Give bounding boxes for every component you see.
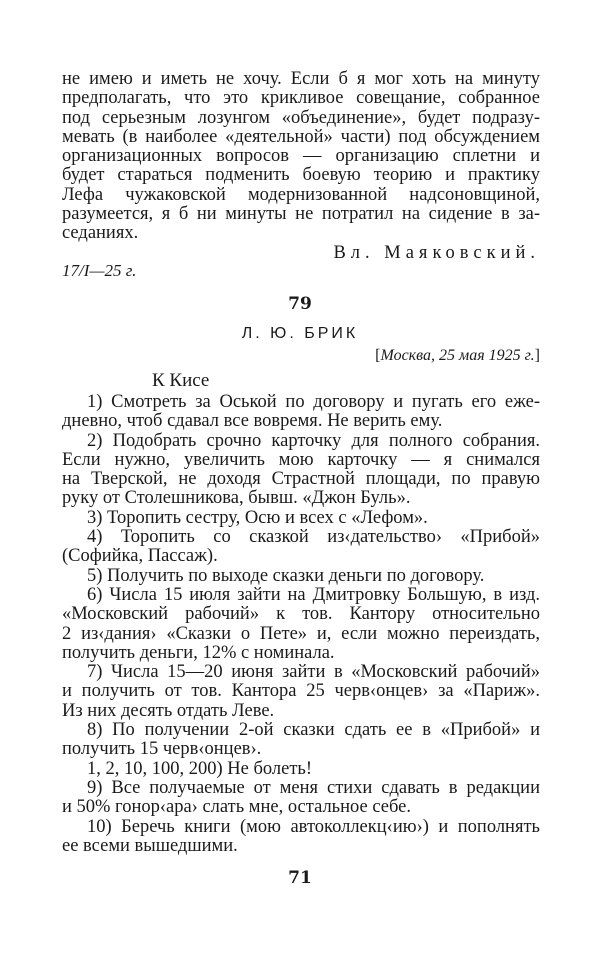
text-line: 1, 2, 10, 100, 200) Не болеть! bbox=[87, 758, 313, 779]
text-line: Если нужно, увеличить мою карточку — я снимался bbox=[62, 449, 540, 470]
text-line: 2) Подобрать срочно карточку для полного собрания. bbox=[87, 430, 540, 451]
text-line: 5) Получить по выходе сказки деньги по договору. bbox=[87, 565, 485, 586]
text-line: 9) Все получаемые от меня стихи сдавать в редакции bbox=[87, 777, 540, 798]
text-line: 1) Смотреть за Оськой по договору и пугать его еже- bbox=[87, 392, 540, 412]
list-item bbox=[62, 509, 540, 528]
text-line: мевать (в наиболее «деятельной» части) под обсуждением bbox=[62, 126, 540, 147]
list-item bbox=[62, 721, 540, 760]
text-line: 8) По получении 2-ой сказки сдать ее в «Прибой» и bbox=[87, 720, 540, 741]
letter-date: 17/I—25 г. bbox=[62, 261, 137, 280]
list-item bbox=[62, 663, 540, 721]
text-line: 6) Числа 15 июля зайти на Дмитровку Большую, в изд. bbox=[87, 584, 540, 605]
salutation: К Кисе bbox=[152, 370, 210, 391]
list-item bbox=[62, 779, 540, 818]
text-line: разумеется, я б ни минуты не потратил на сидение в за- bbox=[62, 204, 540, 225]
text-line: «Московский рабочий» к тов. Кантору относительно bbox=[62, 604, 540, 625]
text-line: седаниях. bbox=[62, 223, 139, 244]
text-line: получить 15 черв‹онцев›. bbox=[62, 739, 262, 760]
text-line: и 50% гонор‹ара› слать мне, остальное себе. bbox=[62, 797, 411, 818]
text-line: (Софийка, Пассаж). bbox=[62, 546, 218, 567]
list-item bbox=[62, 528, 540, 567]
list-item bbox=[62, 432, 540, 509]
text-line: Из них десять отдать Леве. bbox=[62, 700, 275, 721]
text-line: 2 из‹дания› «Сказки о Пете» и, если можно переиздать, bbox=[62, 623, 540, 644]
page-number: 71 bbox=[288, 868, 312, 888]
list-item bbox=[62, 586, 540, 663]
text-line: не имею и иметь не хочу. Если б я мог хоть на минуту bbox=[62, 69, 540, 89]
text-line: Лефа чужаковской модернизованной надсоновщиной, bbox=[62, 184, 540, 205]
place-date-text: Москва, 25 мая 1925 г. bbox=[380, 347, 535, 364]
place-date: [Москва, 25 мая 1925 г.] bbox=[375, 347, 540, 364]
text-line: 3) Торопить сестру, Осю и всех с «Лефом». bbox=[87, 507, 428, 528]
letter-ending bbox=[62, 70, 540, 244]
letter-number: 79 bbox=[288, 294, 312, 314]
list-item bbox=[62, 818, 540, 857]
text-line: руку от Столешникова, бывш. «Джон Буль». bbox=[62, 488, 411, 509]
text-line: будет стараться подменить боевую теорию и практику bbox=[62, 165, 540, 186]
text-line: 7) Числа 15—20 июня зайти в «Московский рабочий» bbox=[87, 662, 540, 683]
text-line: 10) Беречь книги (мою автоколлекц‹ию›) и пополнять bbox=[87, 816, 540, 837]
text-line: получить деньги, 12% с номинала. bbox=[62, 642, 335, 663]
list-item bbox=[62, 393, 540, 432]
text-line: дневно, чтоб сдавал все вовремя. Не верить ему. bbox=[62, 411, 443, 432]
text-line: и получить от тов. Кантора 25 черв‹онцев› за «Париж». bbox=[62, 681, 540, 702]
signature-text: Вл. Маяковский. bbox=[333, 243, 540, 263]
instruction-list bbox=[62, 393, 540, 856]
signature bbox=[333, 243, 540, 264]
text-line: 4) Торопить со сказкой из‹дательство› «Прибой» bbox=[87, 527, 540, 548]
recipient-heading: Л. Ю. БРИК bbox=[241, 325, 359, 342]
text-line: предполагать, что это крикливое совещание, собранное bbox=[62, 88, 540, 109]
text-line: организационных вопросов — организацию сплетни и bbox=[62, 146, 540, 167]
text-line: под серьезным лозунгом «объединение», будет подразу- bbox=[62, 107, 540, 128]
list-item bbox=[62, 567, 540, 586]
list-item bbox=[62, 760, 540, 779]
text-line: на Тверской, не доходя Страстной площади, по правую bbox=[62, 469, 540, 490]
text-line: ее всеми вышедшими. bbox=[62, 835, 238, 856]
